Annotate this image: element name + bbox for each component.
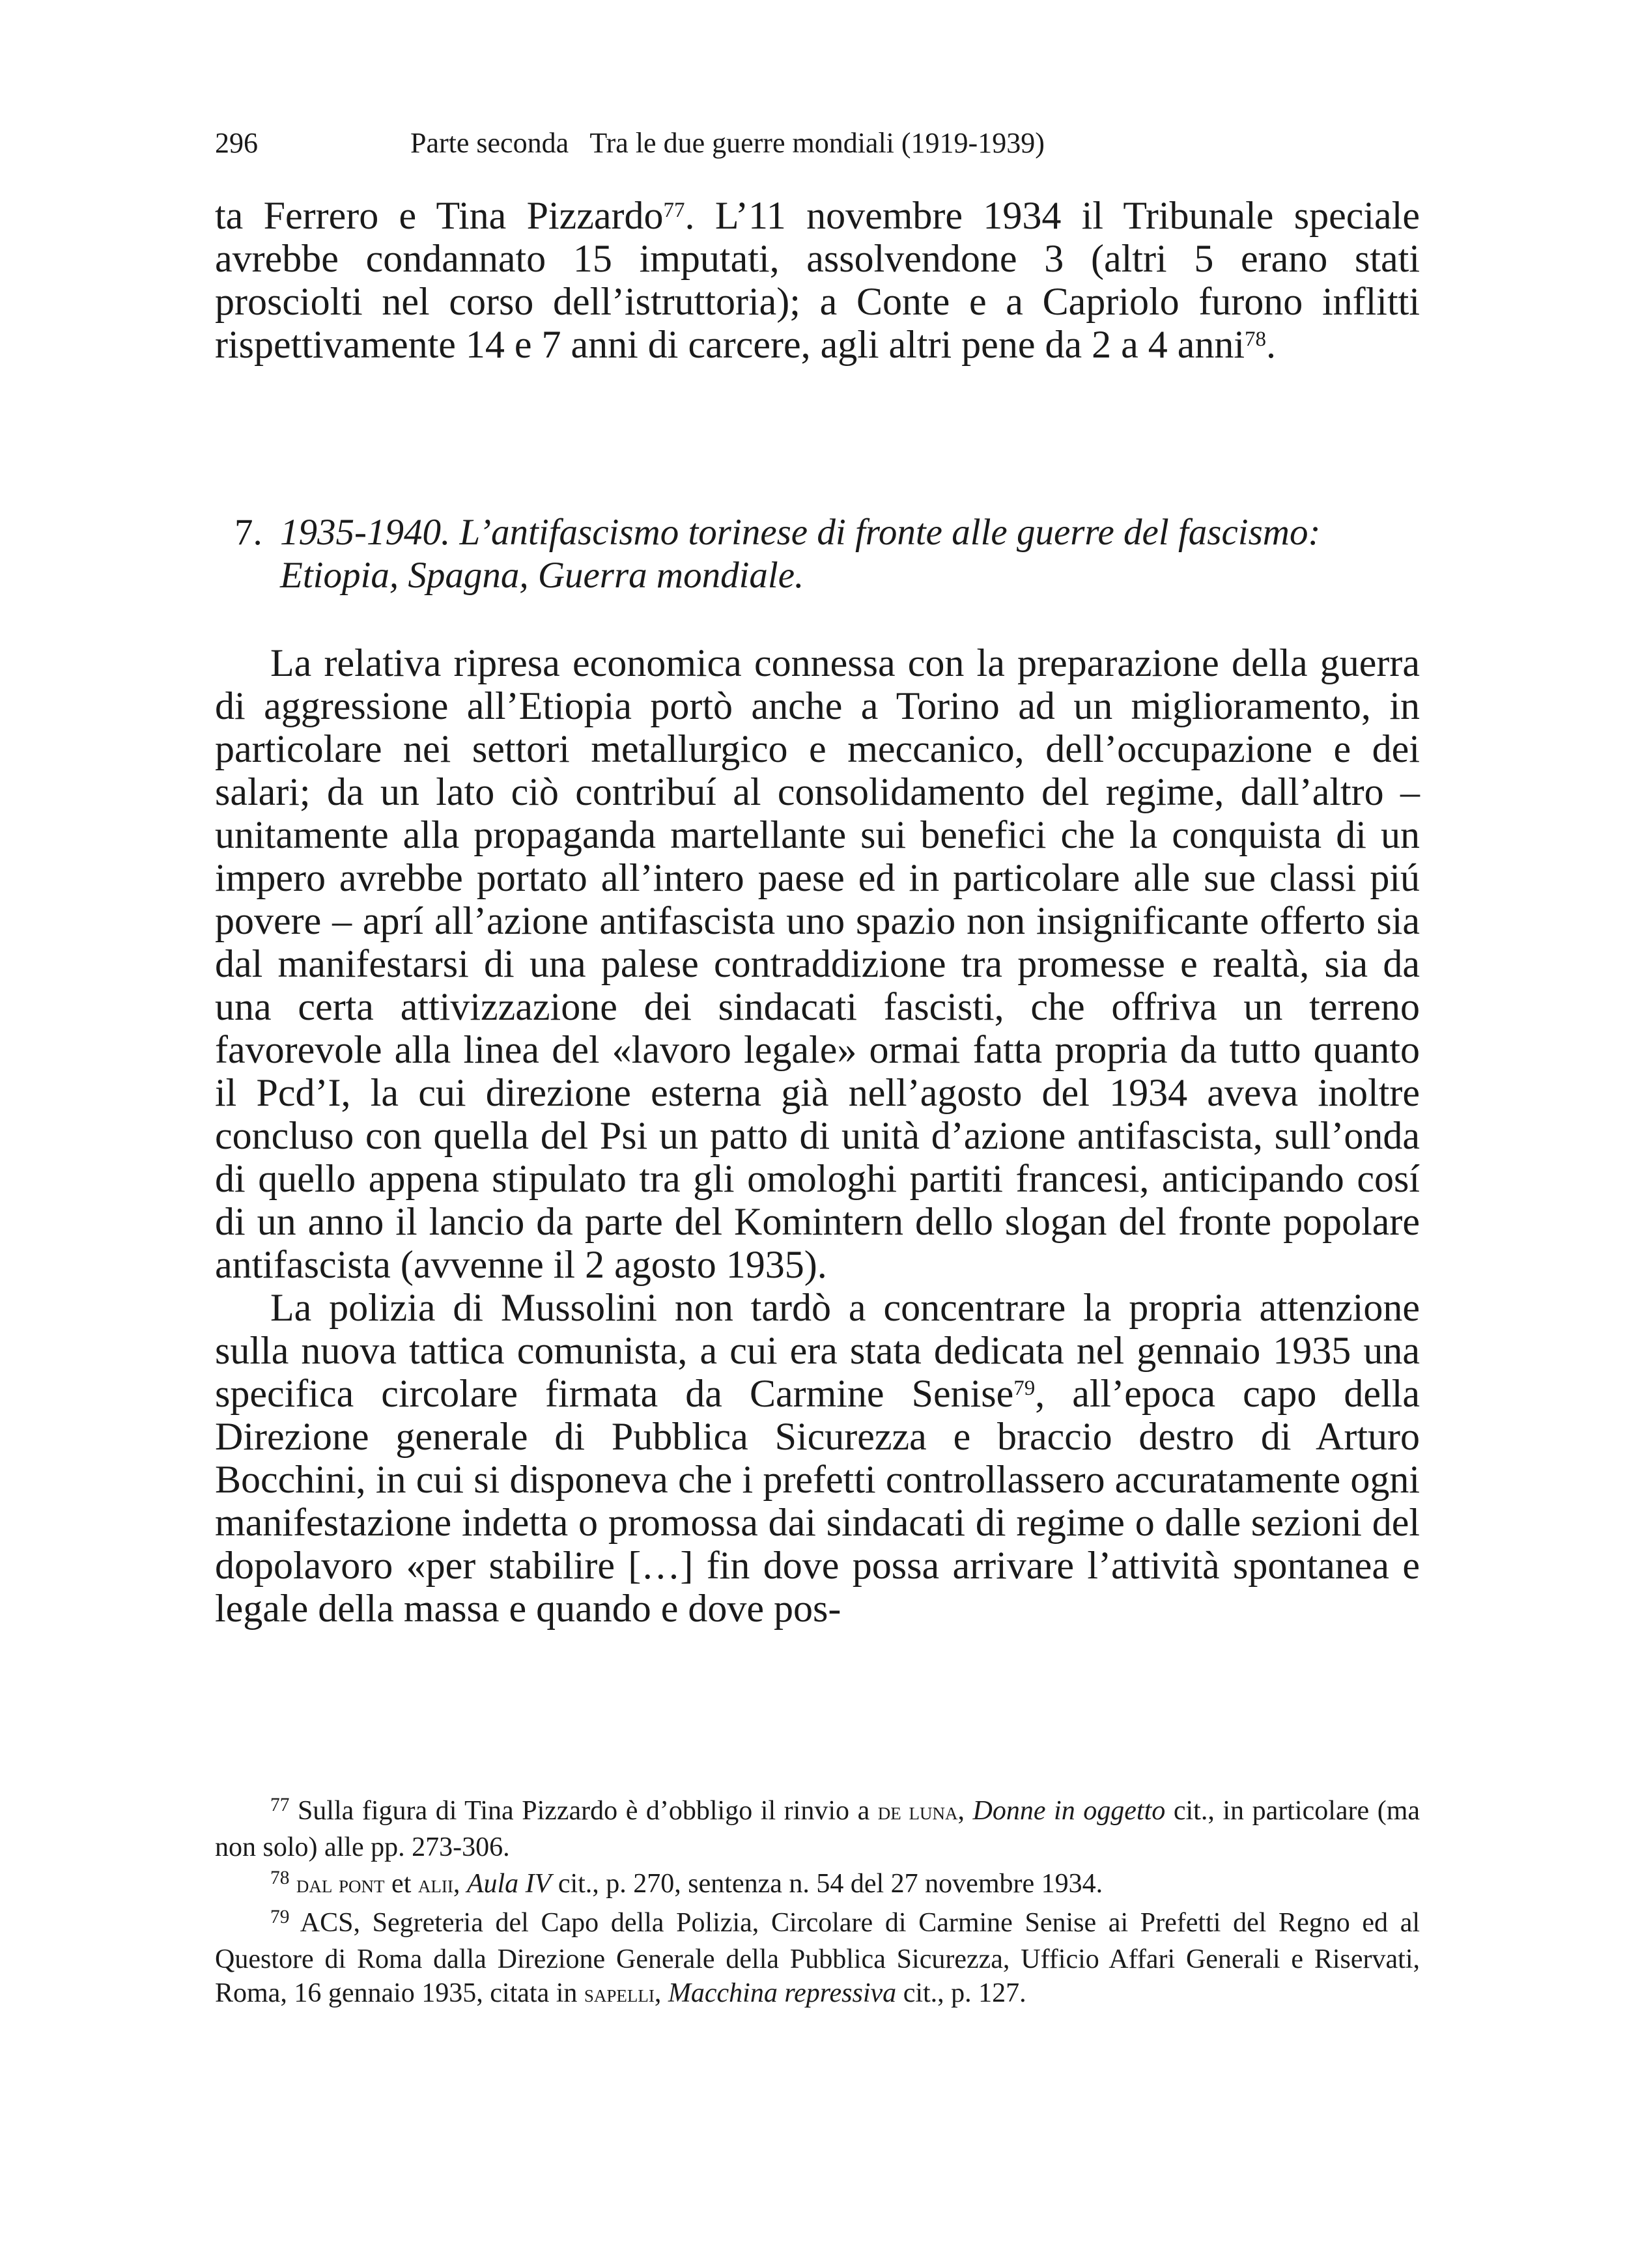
- author-name: dal pont: [296, 1871, 385, 1898]
- footnote-text: cit., p. 270, sentenza n. 54 del 27 novembre 1934.: [551, 1869, 1103, 1899]
- paragraph: [215, 194, 1420, 366]
- author-name: alii: [417, 1871, 453, 1898]
- paragraph-text: . L’11 novembre 1934 il Tribunale speciale avrebbe condannato 15 imputati, assolvendone 3 (altri 5 erano stati prosciolti nel corso dell’istruttoria); a Conte e a Capriolo furono inflitti rispettivamente 14 e 7 anni di carcere, agli altri pene da 2 a 4 anni: [215, 194, 1420, 366]
- footnote-text: cit., in particolare (ma non solo) alle pp. 273-306.: [215, 1796, 1420, 1862]
- work-title: Macchina repressiva: [668, 1978, 897, 2008]
- paragraph-text: , all’epoca capo della Direzione generale di Pubblica Sicurezza e braccio destro di Arturo Bocchini, in cui si disponeva che i prefetti controllassero accuratamente ogni manifestazione indetta o promossa dai sindacati di regime o dalle sezioni del dopolavoro «per stabilire […] fin dove possa arrivare l’attività spontanea e legale della massa e quando e dove pos-: [215, 1372, 1420, 1630]
- section-number: 7.: [234, 512, 262, 553]
- footnote-79: [215, 1906, 1420, 2011]
- footnotes: [215, 1794, 1420, 2013]
- continued-paragraph: [215, 194, 1420, 366]
- footnote-mark: 77: [270, 1794, 290, 1815]
- running-header: [215, 124, 1420, 163]
- paragraph-text: .: [1266, 323, 1277, 366]
- section-title: 1935-1940. L’antifascismo torinese di fronte alle guerre del fascismo: Etiopia, Spagna, Guerra mondiale.: [280, 512, 1321, 596]
- footnote-78: [215, 1867, 1420, 1903]
- section-heading: [234, 511, 1426, 597]
- paragraph-text: La polizia di Mussolini non tardò a concentrare la propria attenzione sulla nuova tattica comunista, a cui era stata dedicata nel gennaio 1935 una specifica circolare firmata da Carmine Senise: [215, 1286, 1420, 1415]
- footnote-mark: 79: [270, 1906, 290, 1927]
- running-title: Parte seconda Tra le due guerre mondiali (1919-1939): [410, 127, 1045, 159]
- footnote-77: [215, 1794, 1420, 1864]
- paragraph-2: [215, 1286, 1420, 1630]
- work-title: Aula IV: [466, 1869, 552, 1899]
- footnote-text: ,: [957, 1796, 973, 1826]
- footnote-text: ,: [453, 1869, 467, 1899]
- author-name: sapelli: [584, 1980, 655, 2008]
- page-number: 296: [215, 127, 258, 159]
- author-name: de luna: [877, 1798, 958, 1825]
- footnote-mark: 78: [270, 1867, 290, 1888]
- footnote-text: et: [384, 1869, 418, 1899]
- paragraph-text: ta Ferrero e Tina Pizzardo: [215, 194, 664, 237]
- body-text: [215, 641, 1420, 1630]
- footnote-text: ACS, Segreteria del Capo della Polizia, Circolare di Carmine Senise ai Prefetti del Regno ed al Questore di Roma dalla Direzione Generale della Pubblica Sicurezza, Ufficio Affari Generali e Riservati, Roma, 16 gennaio 1935, citata in: [215, 1908, 1420, 2008]
- work-title: Donne in oggetto: [972, 1796, 1166, 1826]
- footnote-ref-78[interactable]: 78: [1245, 327, 1267, 351]
- footnote-ref-77[interactable]: 77: [663, 198, 685, 222]
- paragraph-1: La relativa ripresa economica connessa con la preparazione della guerra di aggressione all’Etiopia portò anche a Torino ad un miglioramento, in particolare nei settori metallurgico e meccanico, dell’occupazione e dei salari; da un lato ciò contribuí al consolidamento del regime, dall’altro – unitamente alla propaganda martellante sui benefici che la conquista di un impero avrebbe portato all’intero paese ed in particolare alle sue classi piú povere – aprí all’azione antifascista uno spazio non insignificante offerto sia dal manifestarsi di una palese contraddizione tra promesse e realtà, sia da una certa attivizzazione dei sindacati fascisti, che offriva un terreno favorevole alla linea del «lavoro legale» ormai fatta propria da tutto quanto il Pcd’I, la cui direzione esterna già nell’agosto del 1934 aveva inoltre concluso con quella del Psi un patto di unità d’azione antifascista, sull’onda di quello appena stipulato tra gli omologhi partiti francesi, anticipando cosí di un anno il lancio da parte del Komintern dello slogan del fronte popolare antifascista (avvenne il 2 agosto 1935).: [215, 641, 1420, 1286]
- footnote-ref-79[interactable]: 79: [1013, 1376, 1036, 1400]
- footnote-text: ,: [654, 1978, 668, 2008]
- footnote-text: cit., p. 127.: [896, 1978, 1026, 2008]
- footnote-text: Sulla figura di Tina Pizzardo è d’obbligo il rinvio a: [297, 1796, 878, 1826]
